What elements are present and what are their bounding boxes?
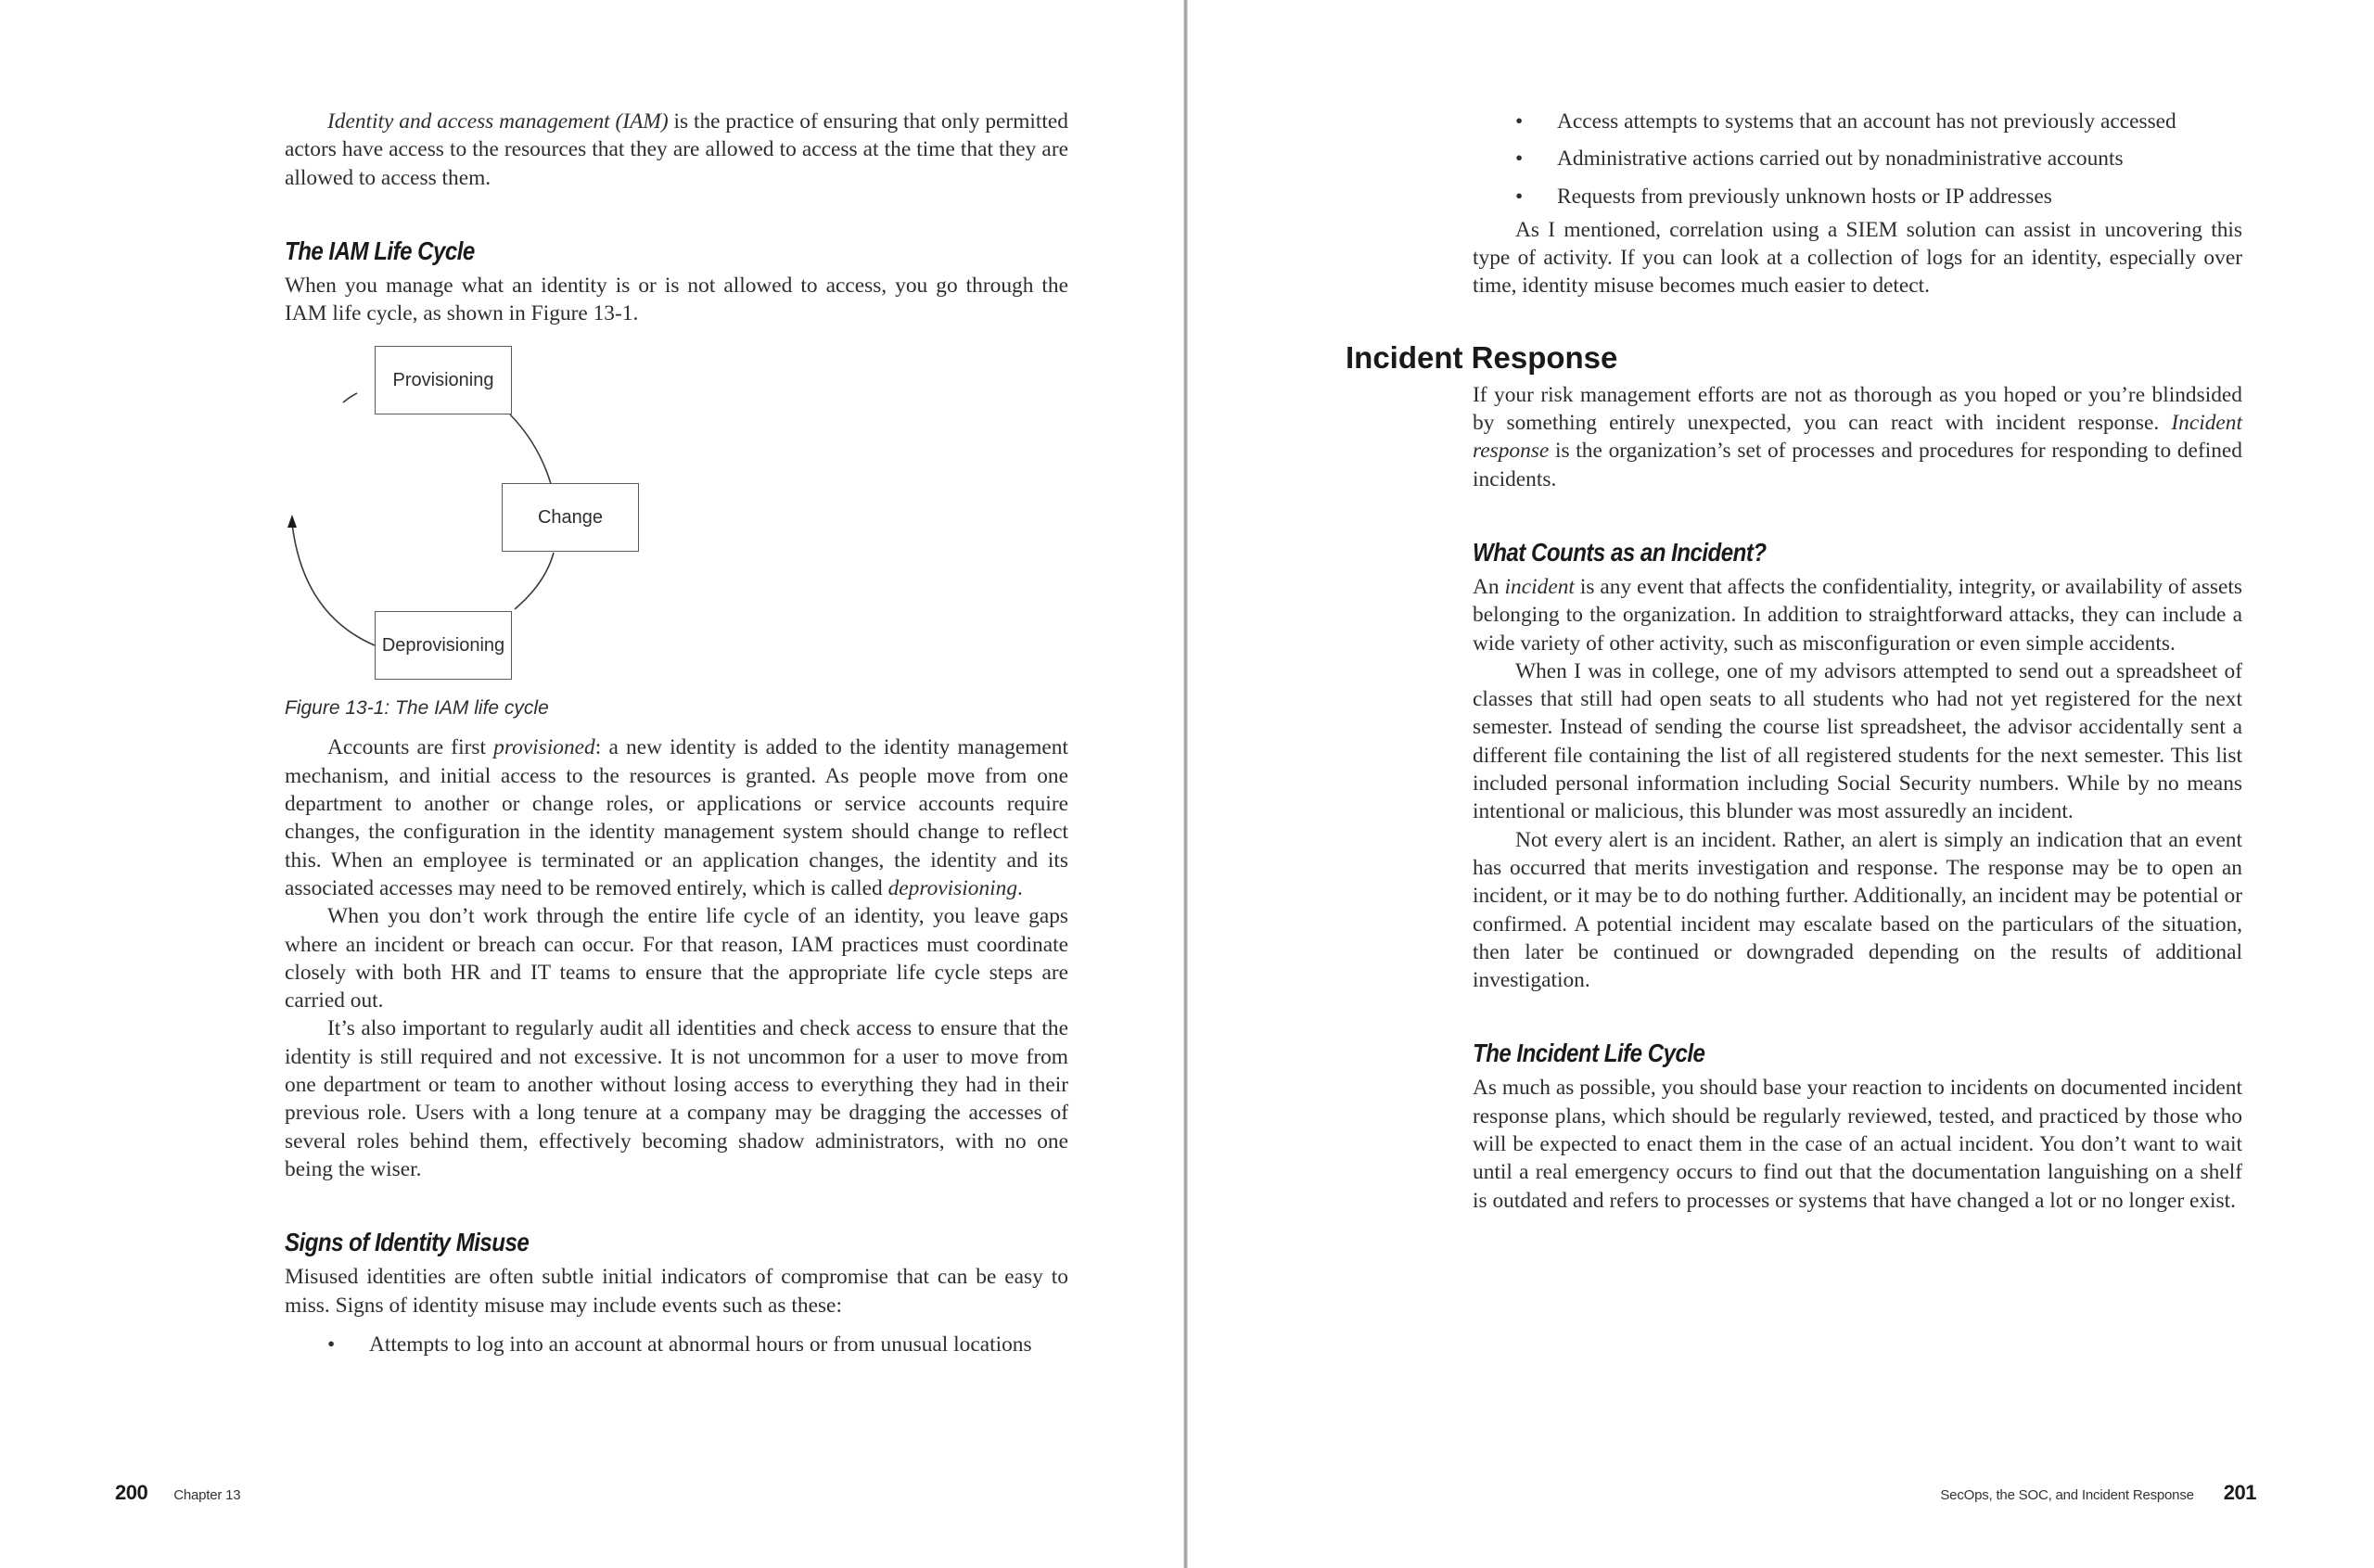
identity-misuse-list-continued [1473,108,2242,210]
iam-intro-text: is the practice of ensuring that only permitted actors have access to the resources that they are allowed to access at the time that they are allowed to access them. [285,109,1068,190]
identity-misuse-heading: Signs of Identity Misuse [285,1228,530,1257]
provisioned-term: provisioned [493,735,595,760]
page-number: 200 [115,1481,148,1504]
right-folio [1940,1481,2256,1505]
incident-response-heading: Incident Response [1346,339,1618,375]
list-item [1473,145,2242,172]
list-item [1473,183,2242,210]
bullet-dot: • [1515,109,1524,134]
deprovisioning-term: deprovisioning [887,875,1018,900]
arrowhead [287,515,297,528]
running-head: SecOps, the SOC, and Incident Response [1940,1487,2194,1503]
page-number: 201 [2223,1481,2256,1504]
accounts-text-a: Accounts are first [327,735,494,760]
left-folio [115,1481,240,1505]
left-page [0,0,1185,1568]
identity-misuse-paragraph: Misused identities are often subtle initial indicators of compromise that can be easy to miss. Signs of identity misuse may include events such as these: [285,1265,1068,1318]
ir-text-a: If your risk management efforts are not as thorough as you hoped or you’re blindsided by something entirely unexpected, you can react with incident response. [1473,382,2242,436]
incident-term: incident [1504,574,1575,599]
right-text-column [1346,108,2243,1215]
gaps-paragraph: When you don’t work through the entire life cycle of an identity, you leave gaps where an incident or breach can occur. For that reason, IAM practices must coordinate closely with both HR and IT teams to ensure that the appropriate life cycle steps are carried out. [285,904,1068,1013]
right-page [1188,0,2374,1568]
list-item-text: Access attempts to systems that an account has not previously accessed [1557,109,2176,134]
incident-life-cycle-heading: The Incident Life Cycle [1473,1039,1705,1068]
iam-life-cycle-paragraph: When you manage what an identity is or is not allowed to access, you go through the IAM life cycle, as shown in Figure 13-1. [285,273,1068,326]
iam-intro-paragraph [285,108,1068,192]
arrow-stub-provisioning [343,393,357,402]
incident-def-text-a: An [1473,574,1505,599]
response-plans-paragraph: As much as possible, you should base your reaction to incidents on documented incident response plans, which should be regularly reviewed, tested, and practiced by those who will be expected to enact them in the case of an actual incident. You don’t want to wait until a real emergency occurs to find out that the documentation languishing on a shelf is outdated and refers to processes or systems that have changed a lot or no longer exist. [1473,1076,2242,1213]
running-head: Chapter 13 [173,1487,241,1503]
list-item-text: Attempts to log into an account at abnormal hours or from unusual locations [369,1332,1032,1357]
iam-life-cycle-figure [285,346,1068,691]
provisioning-box: Provisioning [375,346,512,414]
incident-definition-paragraph [1473,573,2242,657]
incident-def-text-b: is any event that affects the confidentiality, integrity, or availability of assets belonging to the organization. In addition to straightforward attacks, they can include a wide variety of other activity, such as misconfiguration or even simple accidents. [1473,574,2243,656]
ir-text-b: is the organization’s set of processes and procedures for responding to defined incidents. [1473,439,2242,491]
bullet-dot: • [1515,184,1524,209]
audit-paragraph: It’s also important to regularly audit all identities and check access to ensure that the identity is still required and not excessive. It is not uncommon for a user to move from one department or team to another without losing access to everything they had in their previous role. Users with a long tenure at a company may be dragging the accesses of several roles behind them, effectively becoming shadow administrators, with no one being the wiser. [285,1016,1068,1181]
identity-misuse-list [285,1331,1068,1358]
bullet-dot: • [327,1332,336,1357]
incident-response-paragraph [1473,381,2242,493]
iam-term: Identity and access management (IAM) [327,109,669,134]
college-paragraph: When I was in college, one of my advisors attempted to send out a spreadsheet of classes that still had open seats to all students who had not yet registered for the next semester. Instead of sending the course list spreadsheet, the advisor accidentally sent a different file containing the list of all registered students for the next semester. This list included personal information including Social Security numbers. While by no means intentional or malicious, this blunder was most assuredly an incident. [1473,658,2242,824]
deprovisioning-box: Deprovisioning [375,611,512,680]
list-item-text: Requests from previously unknown hosts or IP addresses [1557,184,2052,209]
bullet-dot: • [1515,147,1524,172]
arrow-deprovisioning-to-provisioning [292,524,375,645]
iam-life-cycle-heading: The IAM Life Cycle [285,236,475,265]
list-item-text: Administrative actions carried out by nonadministrative accounts [1557,147,2124,172]
accounts-text-c: . [1017,875,1023,900]
list-item [1473,108,2242,135]
what-counts-heading: What Counts as an Incident? [1473,537,1767,567]
siem-paragraph: As I mentioned, correlation using a SIEM solution can assist in uncovering this type of activity. If you can look at a collection of logs for an identity, especially over time, identity misuse becomes much easier to detect. [1473,217,2242,299]
incident-response-term: Incident response [1473,411,2242,464]
alert-paragraph: Not every alert is an incident. Rather, an alert is simply an indication that an event has occurred that merits investigation and response. The response may be to open an incident, or it may be to do nothing further. Additionally, an incident may be potential or confirmed. A potential incident may escalate based on the particulars of the situation, then later be continued or downgraded depending on the results of additional investigation. [1473,827,2242,993]
figure-caption: Figure 13-1: The IAM life cycle [285,697,549,720]
list-item [285,1331,1068,1358]
left-text-column [285,108,1068,1358]
accounts-paragraph [285,733,1068,902]
change-box: Change [502,483,639,552]
arrow-change-to-deprovisioning [515,553,554,609]
accounts-text-b: : a new identity is added to the identity management mechanism, and initial access to the resources is granted. As people move from one department to another or change roles, or applications or service accounts require changes, the configuration in the identity management system should change to reflect this. When an employee is terminated or an application changes, the identity and its associated accesses may need to be removed entirely, which is called [285,735,1069,900]
